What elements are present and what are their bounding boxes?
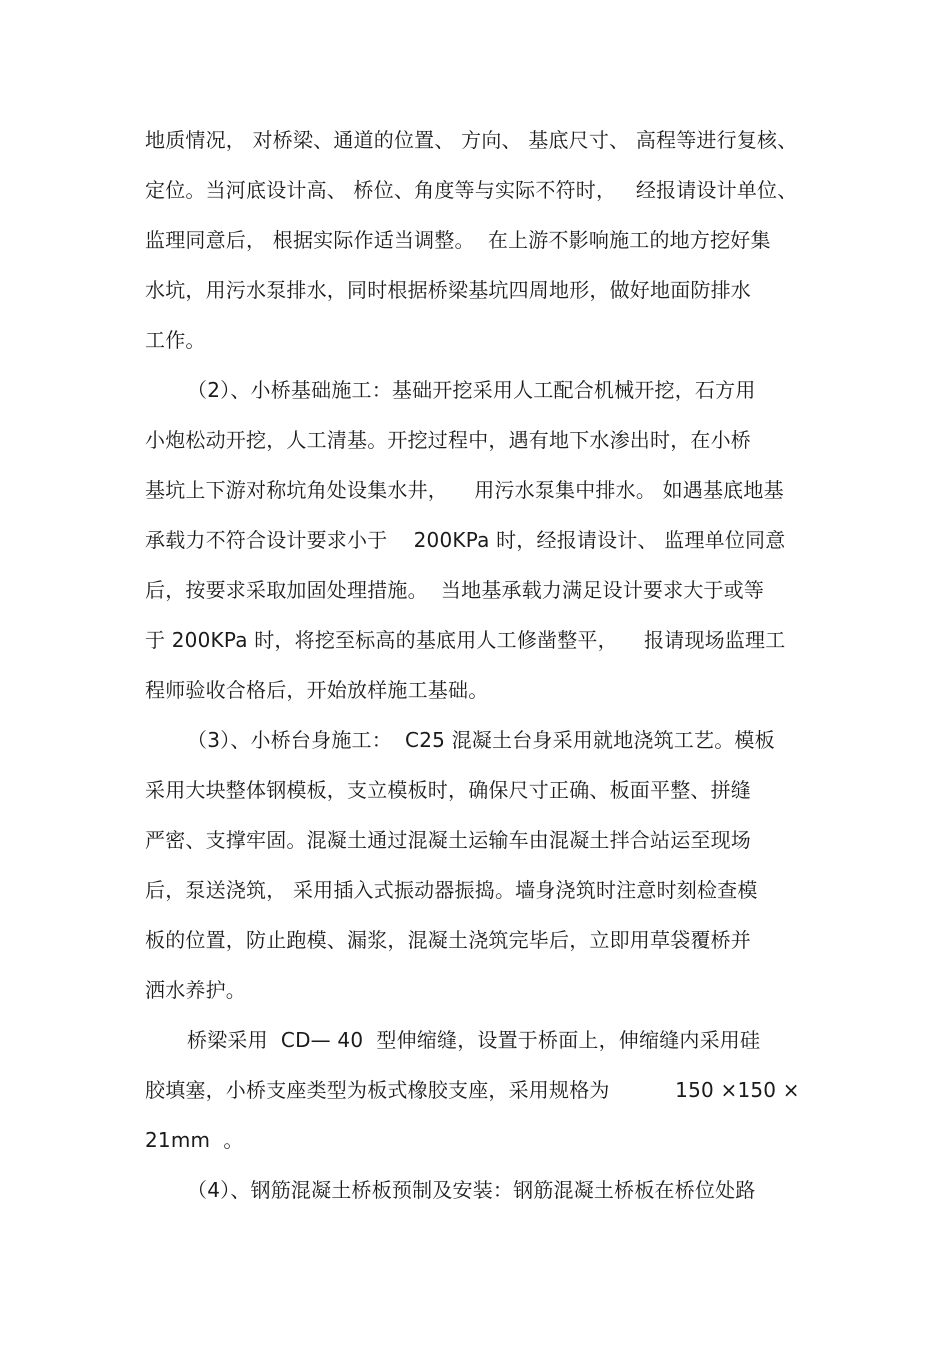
paragraph-line: 后，按要求采取加固处理措施。 当地基承载力满足设计要求大于或等: [145, 578, 765, 602]
paragraph-line: 于 200KPa 时，将挖至标高的基底用人工修凿整平， 报请现场监理工: [145, 628, 786, 652]
paragraph-line: （3）、小桥台身施工： C25 混凝土台身采用就地浇筑工艺。模板: [187, 728, 775, 752]
paragraph-line: 监理同意后， 根据实际作适当调整。 在上游不影响施工的地方挖好集: [145, 228, 771, 252]
paragraph-line: （4）、钢筋混凝土桥板预制及安装：钢筋混凝土桥板在桥位处路: [187, 1178, 756, 1202]
paragraph-line: 胶填塞，小桥支座类型为板式橡胶支座，采用规格为 150 ×150 ×: [145, 1078, 800, 1102]
paragraph-line: 定位。当河底设计高、 桥位、角度等与实际不符时， 经报请设计单位、: [145, 178, 798, 202]
paragraph-line: 板的位置，防止跑模、漏浆，混凝土浇筑完毕后，立即用草袋覆桥并: [145, 928, 751, 952]
paragraph-line: 桥梁采用 CD— 40 型伸缩缝，设置于桥面上，伸缩缝内采用硅: [187, 1028, 761, 1052]
paragraph-line: （2）、小桥基础施工：基础开挖采用人工配合机械开挖，石方用: [187, 378, 756, 402]
paragraph-line: 基坑上下游对称坑角处设集水井， 用污水泵集中排水。 如遇基底地基: [145, 478, 784, 502]
paragraph-line: 采用大块整体钢模板，支立模板时，确保尺寸正确、板面平整、拼缝: [145, 778, 751, 802]
paragraph-line: 小炮松动开挖，人工清基。开挖过程中，遇有地下水渗出时，在小桥: [145, 428, 751, 452]
paragraph-line: 承载力不符合设计要求小于 200KPa 时，经报请设计、 监理单位同意: [145, 528, 786, 552]
paragraph-line: 工作。: [145, 328, 206, 352]
paragraph-line: 后，泵送浇筑， 采用插入式振动器振捣。墙身浇筑时注意时刻检查模: [145, 878, 758, 902]
paragraph-line: 严密、支撑牢固。混凝土通过混凝土运输车由混凝土拌合站运至现场: [145, 828, 751, 852]
paragraph-line: 程师验收合格后，开始放样施工基础。: [145, 678, 489, 702]
paragraph-line: 洒水养护。: [145, 978, 246, 1002]
paragraph-line: 21mm 。: [145, 1128, 244, 1152]
paragraph-line: 地质情况， 对桥梁、通道的位置、 方向、 基底尺寸、 高程等进行复核、: [145, 128, 798, 152]
paragraph-line: 水坑，用污水泵排水，同时根据桥梁基坑四周地形，做好地面防排水: [145, 278, 751, 302]
